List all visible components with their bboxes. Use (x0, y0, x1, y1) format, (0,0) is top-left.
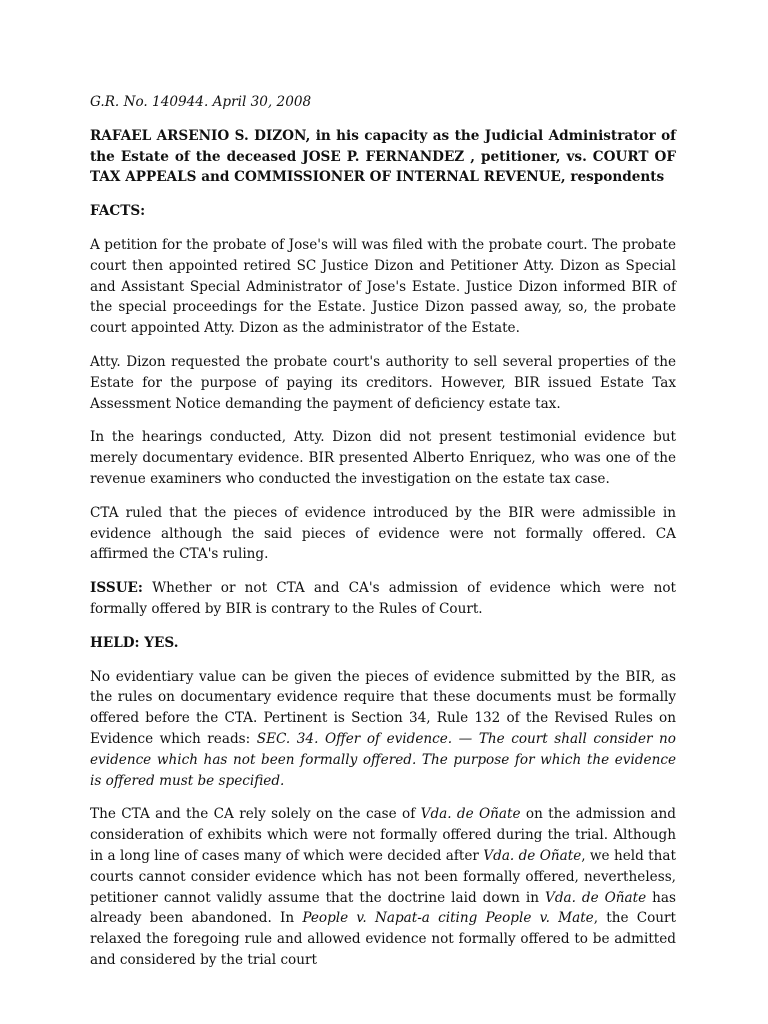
facts-heading: FACTS: (90, 203, 146, 220)
issue-paragraph (90, 578, 676, 620)
case-number: G.R. No. 140944. April 30, 2008 (90, 94, 312, 110)
rule-quote: SEC. 34. Offer of evidence. — The court shall consider no evidence which has not been formally offered. The purpose for which the evidence is offered must be specified. (90, 730, 676, 789)
held-text: has already been abandoned. In (90, 889, 676, 927)
case-citation: Vda. de Oñate (483, 847, 582, 864)
document-page (90, 92, 676, 984)
issue-label: ISSUE: (90, 580, 143, 597)
held-text: , we held that courts cannot consider evidence which has not been formally offered, nevertheless, petitioner cannot validly assume that the doctrine laid down in (90, 847, 676, 906)
facts-paragraph: Atty. Dizon requested the probate court's authority to sell several properties of the Estate for the purpose of paying its creditors. However, BIR issued Estate Tax Assessment Notice demanding the payment of deficiency estate tax. (90, 353, 676, 412)
held-text: The CTA and the CA rely solely on the case of (90, 806, 421, 823)
facts-paragraph: A petition for the probate of Jose's will was filed with the probate court. The probate court then appointed retired SC Justice Dizon and Petitioner Atty. Dizon as Special and Assistant Special Administrator of Jose's Estate. Justice Dizon informed BIR of the special proceedings for the Estate. Justice Dizon passed away, so, the probate court appointed Atty. Dizon as the administrator of the Estate. (90, 236, 676, 337)
issue-text: Whether or not CTA and CA's admission of evidence which were not formally offered by BIR is contrary to the Rules of Court. (90, 580, 676, 617)
held-text: , the Court relaxed the foregoing rule and allowed evidence not formally offered to be admitted and considered by the trial court (90, 910, 676, 968)
held-paragraph (90, 804, 676, 970)
held-paragraph (90, 667, 676, 792)
case-citation: Vda. de Oñate (420, 806, 521, 823)
held-text: on the admission and consideration of exhibits which were not formally offered during the trial. Although in a long line of cases many of which were decided after (90, 806, 676, 864)
facts-paragraph: In the hearings conducted, Atty. Dizon did not present testimonial evidence but merely documentary evidence. BIR presented Alberto Enriquez, who was one of the revenue examiners who conducted the investigation on the estate tax case. (90, 429, 676, 487)
case-title: RAFAEL ARSENIO S. DIZON, in his capacity as the Judicial Administrator of the Estate of the deceased JOSE P. FERNANDEZ , petitioner, vs. COURT OF TAX APPEALS and COMMISSIONER OF INTERNAL REVENUE, respondents (90, 127, 676, 186)
case-citation: Vda. de Oñate (545, 889, 647, 906)
held-heading: HELD: YES. (90, 634, 179, 651)
case-citation: People v. Napat-a citing People v. Mate (302, 910, 594, 927)
held-text: No evidentiary value can be given the pieces of evidence submitted by the BIR, as the rules on documentary evidence require that these documents must be formally offered before the CTA. Pertinent is Section 34, Rule 132 of the Revised Rules on Evidence which reads: (90, 668, 676, 747)
facts-paragraph: CTA ruled that the pieces of evidence introduced by the BIR were admissible in evidence although the said pieces of evidence were not formally offered. CA affirmed the CTA's ruling. (90, 504, 676, 563)
